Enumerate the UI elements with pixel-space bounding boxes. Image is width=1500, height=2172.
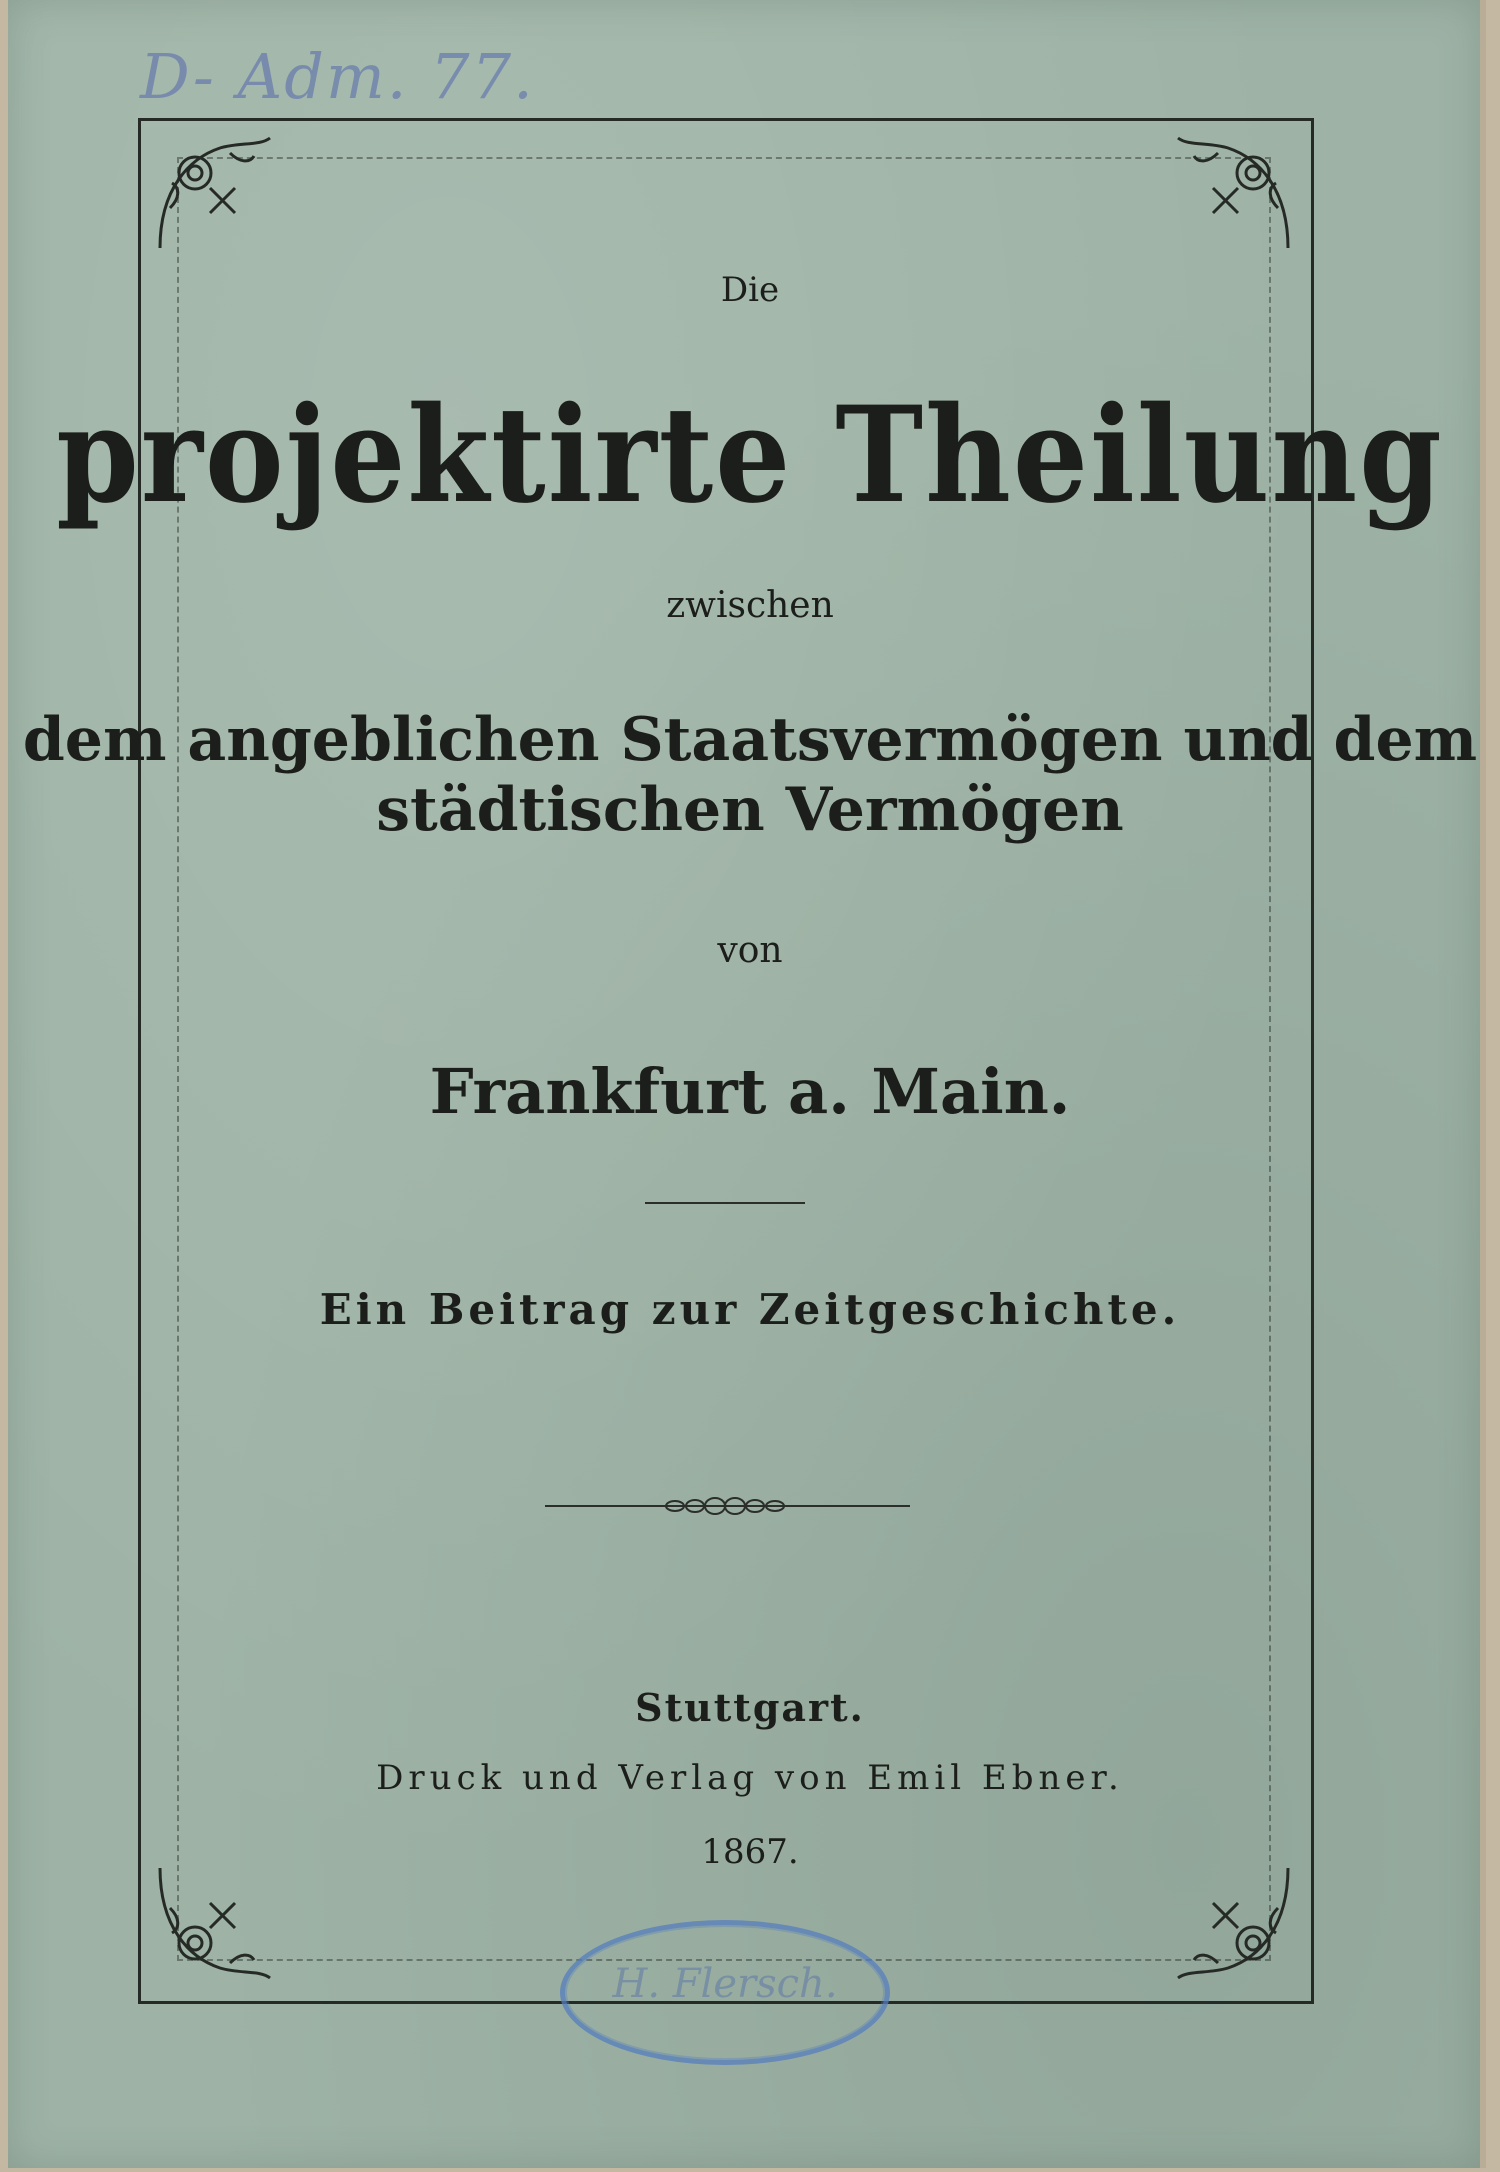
corner-ornament-top-left: [150, 128, 280, 258]
title-article: Die: [720, 270, 780, 310]
subtitle-line-2: städtischen Vermögen: [376, 775, 1124, 845]
handwritten-shelfmark: D- Adm. 77.: [140, 40, 535, 113]
scroll-ornament-icon: [150, 128, 280, 258]
corner-ornament-bottom-right: [1168, 1858, 1298, 1988]
scroll-ornament-icon: [1168, 1858, 1298, 1988]
corner-ornament-top-right: [1168, 128, 1298, 258]
corner-ornament-bottom-left: [150, 1858, 280, 1988]
city-name: Frankfurt a. Main.: [429, 1055, 1071, 1128]
imprint-publisher: Druck und Verlag von Emil Ebner.: [376, 1758, 1124, 1798]
scroll-ornament-icon: [1168, 128, 1298, 258]
imprint-year: 1867.: [701, 1832, 799, 1872]
library-stamp: [560, 1920, 890, 2065]
scroll-ornament-icon: [150, 1858, 280, 1988]
title-connector: zwischen: [666, 585, 834, 626]
main-title: projektirte Theilung: [56, 376, 1444, 533]
stamp-text: H. Flersch.: [612, 1961, 838, 2007]
title-preposition: von: [717, 930, 783, 971]
subtitle-line-1: dem angeblichen Staatsvermögen und dem: [22, 705, 1478, 775]
tagline: Ein Beitrag zur Zeitgeschichte.: [319, 1285, 1181, 1334]
imprint-place: Stuttgart.: [635, 1685, 865, 1730]
ornamental-divider-icon: [545, 1488, 910, 1524]
divider-rule: [645, 1202, 805, 1204]
